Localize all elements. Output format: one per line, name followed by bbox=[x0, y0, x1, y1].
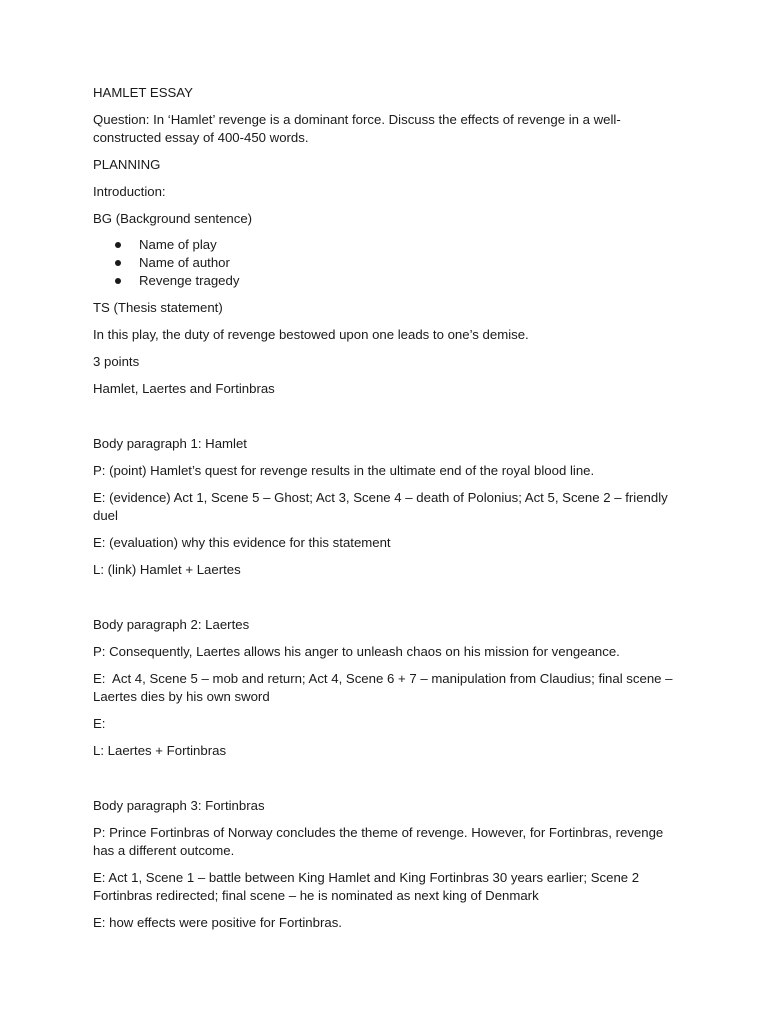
list-item-text: Revenge tragedy bbox=[139, 273, 240, 288]
background-bullet-list bbox=[93, 236, 693, 290]
body-paragraph-2-link: L: Laertes + Fortinbras bbox=[93, 743, 227, 758]
body-paragraph-2-evaluation: E: bbox=[93, 716, 106, 731]
essay-question: Question: In ‘Hamlet’ revenge is a dominant force. Discuss the effects of revenge in a well- constructed essay of 400-450 words. bbox=[93, 112, 621, 145]
body-paragraph-1-point: P: (point) Hamlet’s quest for revenge results in the ultimate end of the royal blood line. bbox=[93, 463, 595, 478]
body-paragraph-3-heading: Body paragraph 3: Fortinbras bbox=[93, 798, 265, 813]
body-paragraph-1-heading: Body paragraph 1: Hamlet bbox=[93, 436, 247, 451]
body-paragraph-2-heading: Body paragraph 2: Laertes bbox=[93, 617, 250, 632]
points-count: 3 points bbox=[93, 354, 140, 369]
document-page bbox=[93, 84, 693, 941]
body-paragraph-3-point: P: Prince Fortinbras of Norway concludes the theme of revenge. However, for Fortinbras, revenge has a different outcome. bbox=[93, 825, 664, 858]
introduction-heading: Introduction: bbox=[93, 184, 166, 199]
planning-heading: PLANNING bbox=[93, 157, 161, 172]
body-paragraph-3-evaluation: E: how effects were positive for Fortinbras. bbox=[93, 915, 342, 930]
section-gap bbox=[93, 407, 693, 435]
list-item-text: Name of play bbox=[139, 237, 217, 252]
thesis-statement-label: TS (Thesis statement) bbox=[93, 300, 223, 315]
bullet-icon bbox=[115, 260, 121, 266]
list-item-text: Name of author bbox=[139, 255, 230, 270]
body-paragraph-3-evidence: E: Act 1, Scene 1 – battle between King Hamlet and King Fortinbras 30 years earlier; Scene 2 Fortinbras redirected; final scene – he is nominated as next king of Denmark bbox=[93, 870, 640, 903]
body-paragraph-1-evaluation: E: (evaluation) why this evidence for this statement bbox=[93, 535, 391, 550]
body-paragraph-1-link: L: (link) Hamlet + Laertes bbox=[93, 562, 241, 577]
section-gap bbox=[93, 588, 693, 616]
body-paragraph-1-evidence: E: (evidence) Act 1, Scene 5 – Ghost; Act 3, Scene 4 – death of Polonius; Act 5, Scene 2 – friendly duel bbox=[93, 490, 672, 523]
body-paragraph-2-evidence: E: Act 4, Scene 5 – mob and return; Act 4, Scene 6 + 7 – manipulation from Claudius; final scene – Laertes dies by his own sword bbox=[93, 671, 673, 704]
points-list: Hamlet, Laertes and Fortinbras bbox=[93, 381, 275, 396]
document-title: HAMLET ESSAY bbox=[93, 85, 193, 100]
list-item bbox=[93, 272, 693, 290]
list-item bbox=[93, 254, 693, 272]
thesis-statement: In this play, the duty of revenge bestowed upon one leads to one’s demise. bbox=[93, 327, 529, 342]
bullet-icon bbox=[115, 242, 121, 248]
body-paragraph-2-point: P: Consequently, Laertes allows his anger to unleash chaos on his mission for vengeance. bbox=[93, 644, 620, 659]
list-item bbox=[93, 236, 693, 254]
background-sentence-label: BG (Background sentence) bbox=[93, 211, 253, 226]
bullet-icon bbox=[115, 278, 121, 284]
section-gap bbox=[93, 769, 693, 797]
